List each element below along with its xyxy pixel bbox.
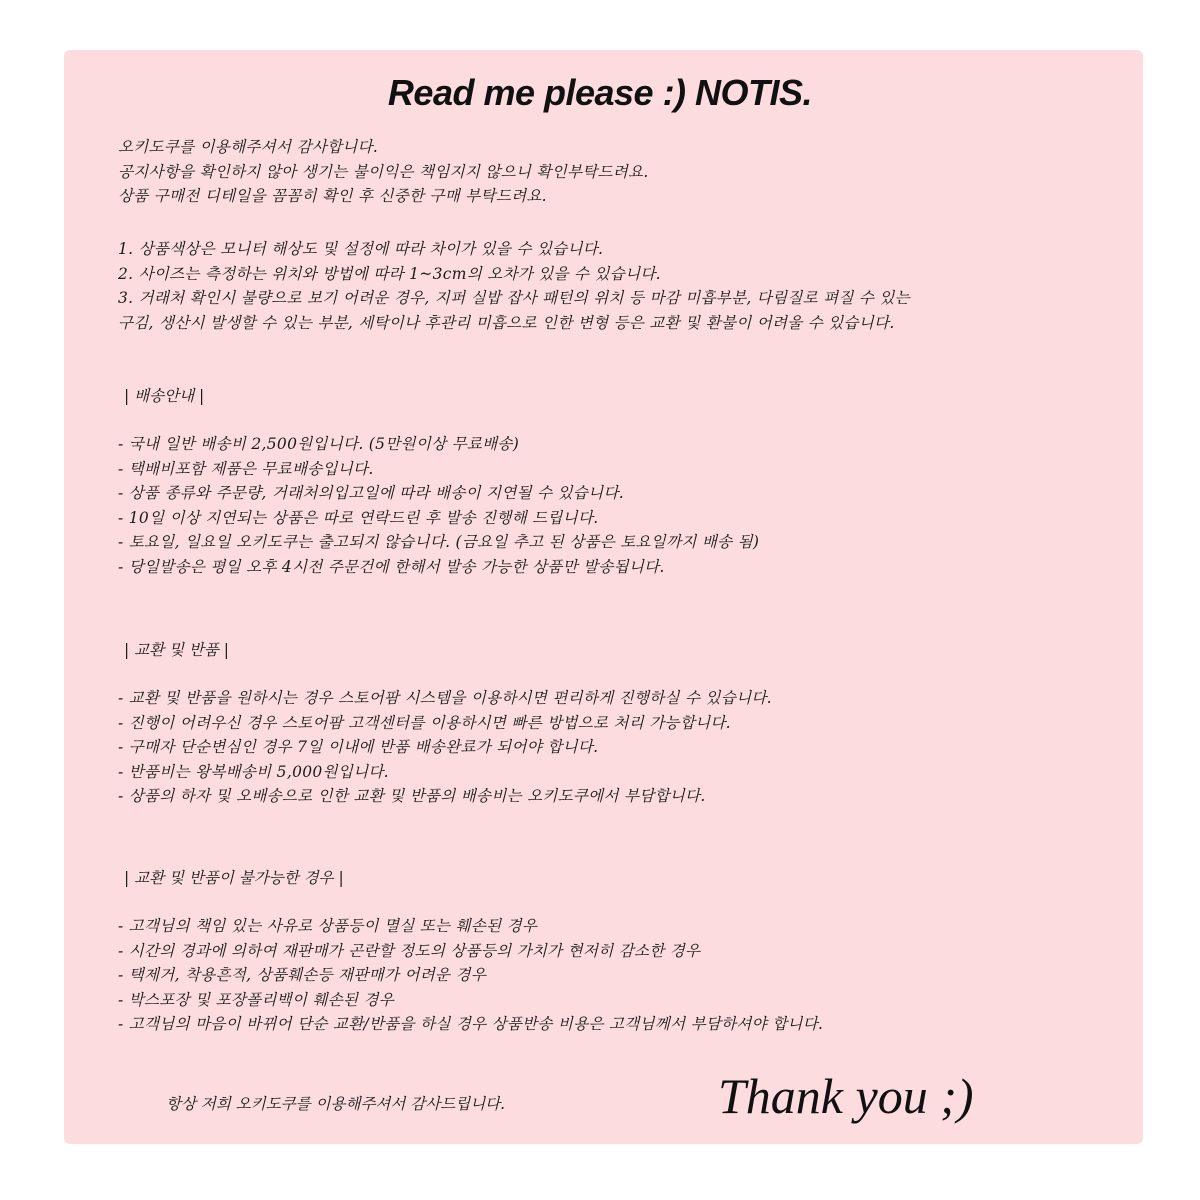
not-allowed-item: - 박스포장 및 포장폴리백이 훼손된 경우 — [118, 990, 395, 1009]
footer-thanks-korean: 항상 저희 오키도쿠를 이용해주셔서 감사드립니다. — [166, 1095, 506, 1113]
shipping-list — [118, 432, 759, 579]
intro-line: 오키도쿠를 이용해주셔서 감사합니다. — [118, 138, 379, 156]
exchange-item: - 교환 및 반품을 원하시는 경우 스토어팜 시스템을 이용하시면 편리하게 진행하실 수 있습니다. — [118, 689, 772, 707]
exchange-item: - 반품비는 왕복배송비 5,000원입니다. — [118, 762, 389, 781]
not-allowed-item: - 택제거, 착용흔적, 상품훼손등 재판매가 어려운 경우 — [118, 966, 487, 984]
not-allowed-item: - 고객님의 책임 있는 사유로 상품등이 멸실 또는 훼손된 경우 — [118, 917, 538, 935]
not-allowed-item: - 시간의 경과에 의하여 재판매가 곤란할 정도의 상품등의 가치가 현저히 감소한 경우 — [118, 941, 701, 960]
shipping-item: - 토요일, 일요일 오키도쿠는 출고되지 않습니다. (금요일 추고 된 상품은 토요일까지 배송 됨) — [118, 533, 760, 551]
exchange-item: - 구매자 단순변심인 경우 7일 이내에 반품 배송완료가 되어야 합니다. — [118, 738, 599, 756]
thank-you-text: Thank you ;) — [718, 1068, 974, 1124]
note-line: 구김, 생산시 발생할 수 있는 부분, 세탁이나 후관리 미흡으로 인한 변형 등은 교환 및 환불이 어려울 수 있습니다. — [118, 313, 895, 332]
note-line: 2. 사이즈는 측정하는 위치와 방법에 따라 1~3cm의 오차가 있을 수 있습니다. — [118, 264, 661, 283]
not-allowed-heading: | 교환 및 반품이 불가능한 경우 | — [124, 869, 344, 887]
note-line: 3. 거래처 확인시 불량으로 보기 어려운 경우, 지퍼 실밥 잡사 패턴의 위치 등 마감 미흡부분, 다림질로 펴질 수 있는 — [118, 289, 910, 307]
notice-title: Read me please :) NOTIS. — [387, 72, 813, 113]
shipping-item: - 당일발송은 평일 오후 4시전 주문건에 한해서 발송 가능한 상품만 발송됩니다. — [118, 557, 665, 576]
exchange-list — [118, 686, 772, 809]
shipping-item: - 10일 이상 지연되는 상품은 따로 연락드린 후 발송 진행해 드립니다. — [118, 508, 599, 527]
not-allowed-item: - 고객님의 마음이 바뀌어 단순 교환/반품을 하실 경우 상품반송 비용은 고객님께서 부담하셔야 합니다. — [118, 1015, 824, 1033]
shipping-item: - 상품 종류와 주문량, 거래처의입고일에 따라 배송이 지연될 수 있습니다. — [118, 484, 624, 502]
notes-list — [118, 237, 910, 335]
intro-list — [118, 135, 649, 209]
exchange-item: - 상품의 하자 및 오배송으로 인한 교환 및 반품의 배송비는 오키도쿠에서 부담합니다. — [118, 787, 706, 805]
intro-line: 상품 구매전 디테일을 꼼꼼히 확인 후 신중한 구매 부탁드려요. — [118, 187, 547, 205]
exchange-item: - 진행이 어려우신 경우 스토어팜 고객센터를 이용하시면 빠른 방법으로 처리 가능합니다. — [118, 713, 731, 732]
exchange-heading: | 교환 및 반품 | — [124, 641, 230, 659]
intro-line: 공지사항을 확인하지 않아 생기는 불이익은 책임지지 않으니 확인부탁드려요. — [118, 162, 649, 181]
shipping-item: - 국내 일반 배송비 2,500원입니다. (5만원이상 무료배송) — [118, 435, 520, 453]
shipping-item: - 택배비포함 제품은 무료배송입니다. — [118, 459, 374, 478]
not-allowed-list — [118, 914, 823, 1037]
shipping-heading: | 배송안내 | — [124, 387, 205, 405]
note-line: 1. 상품색상은 모니터 해상도 및 설정에 따라 차이가 있을 수 있습니다. — [118, 240, 604, 258]
